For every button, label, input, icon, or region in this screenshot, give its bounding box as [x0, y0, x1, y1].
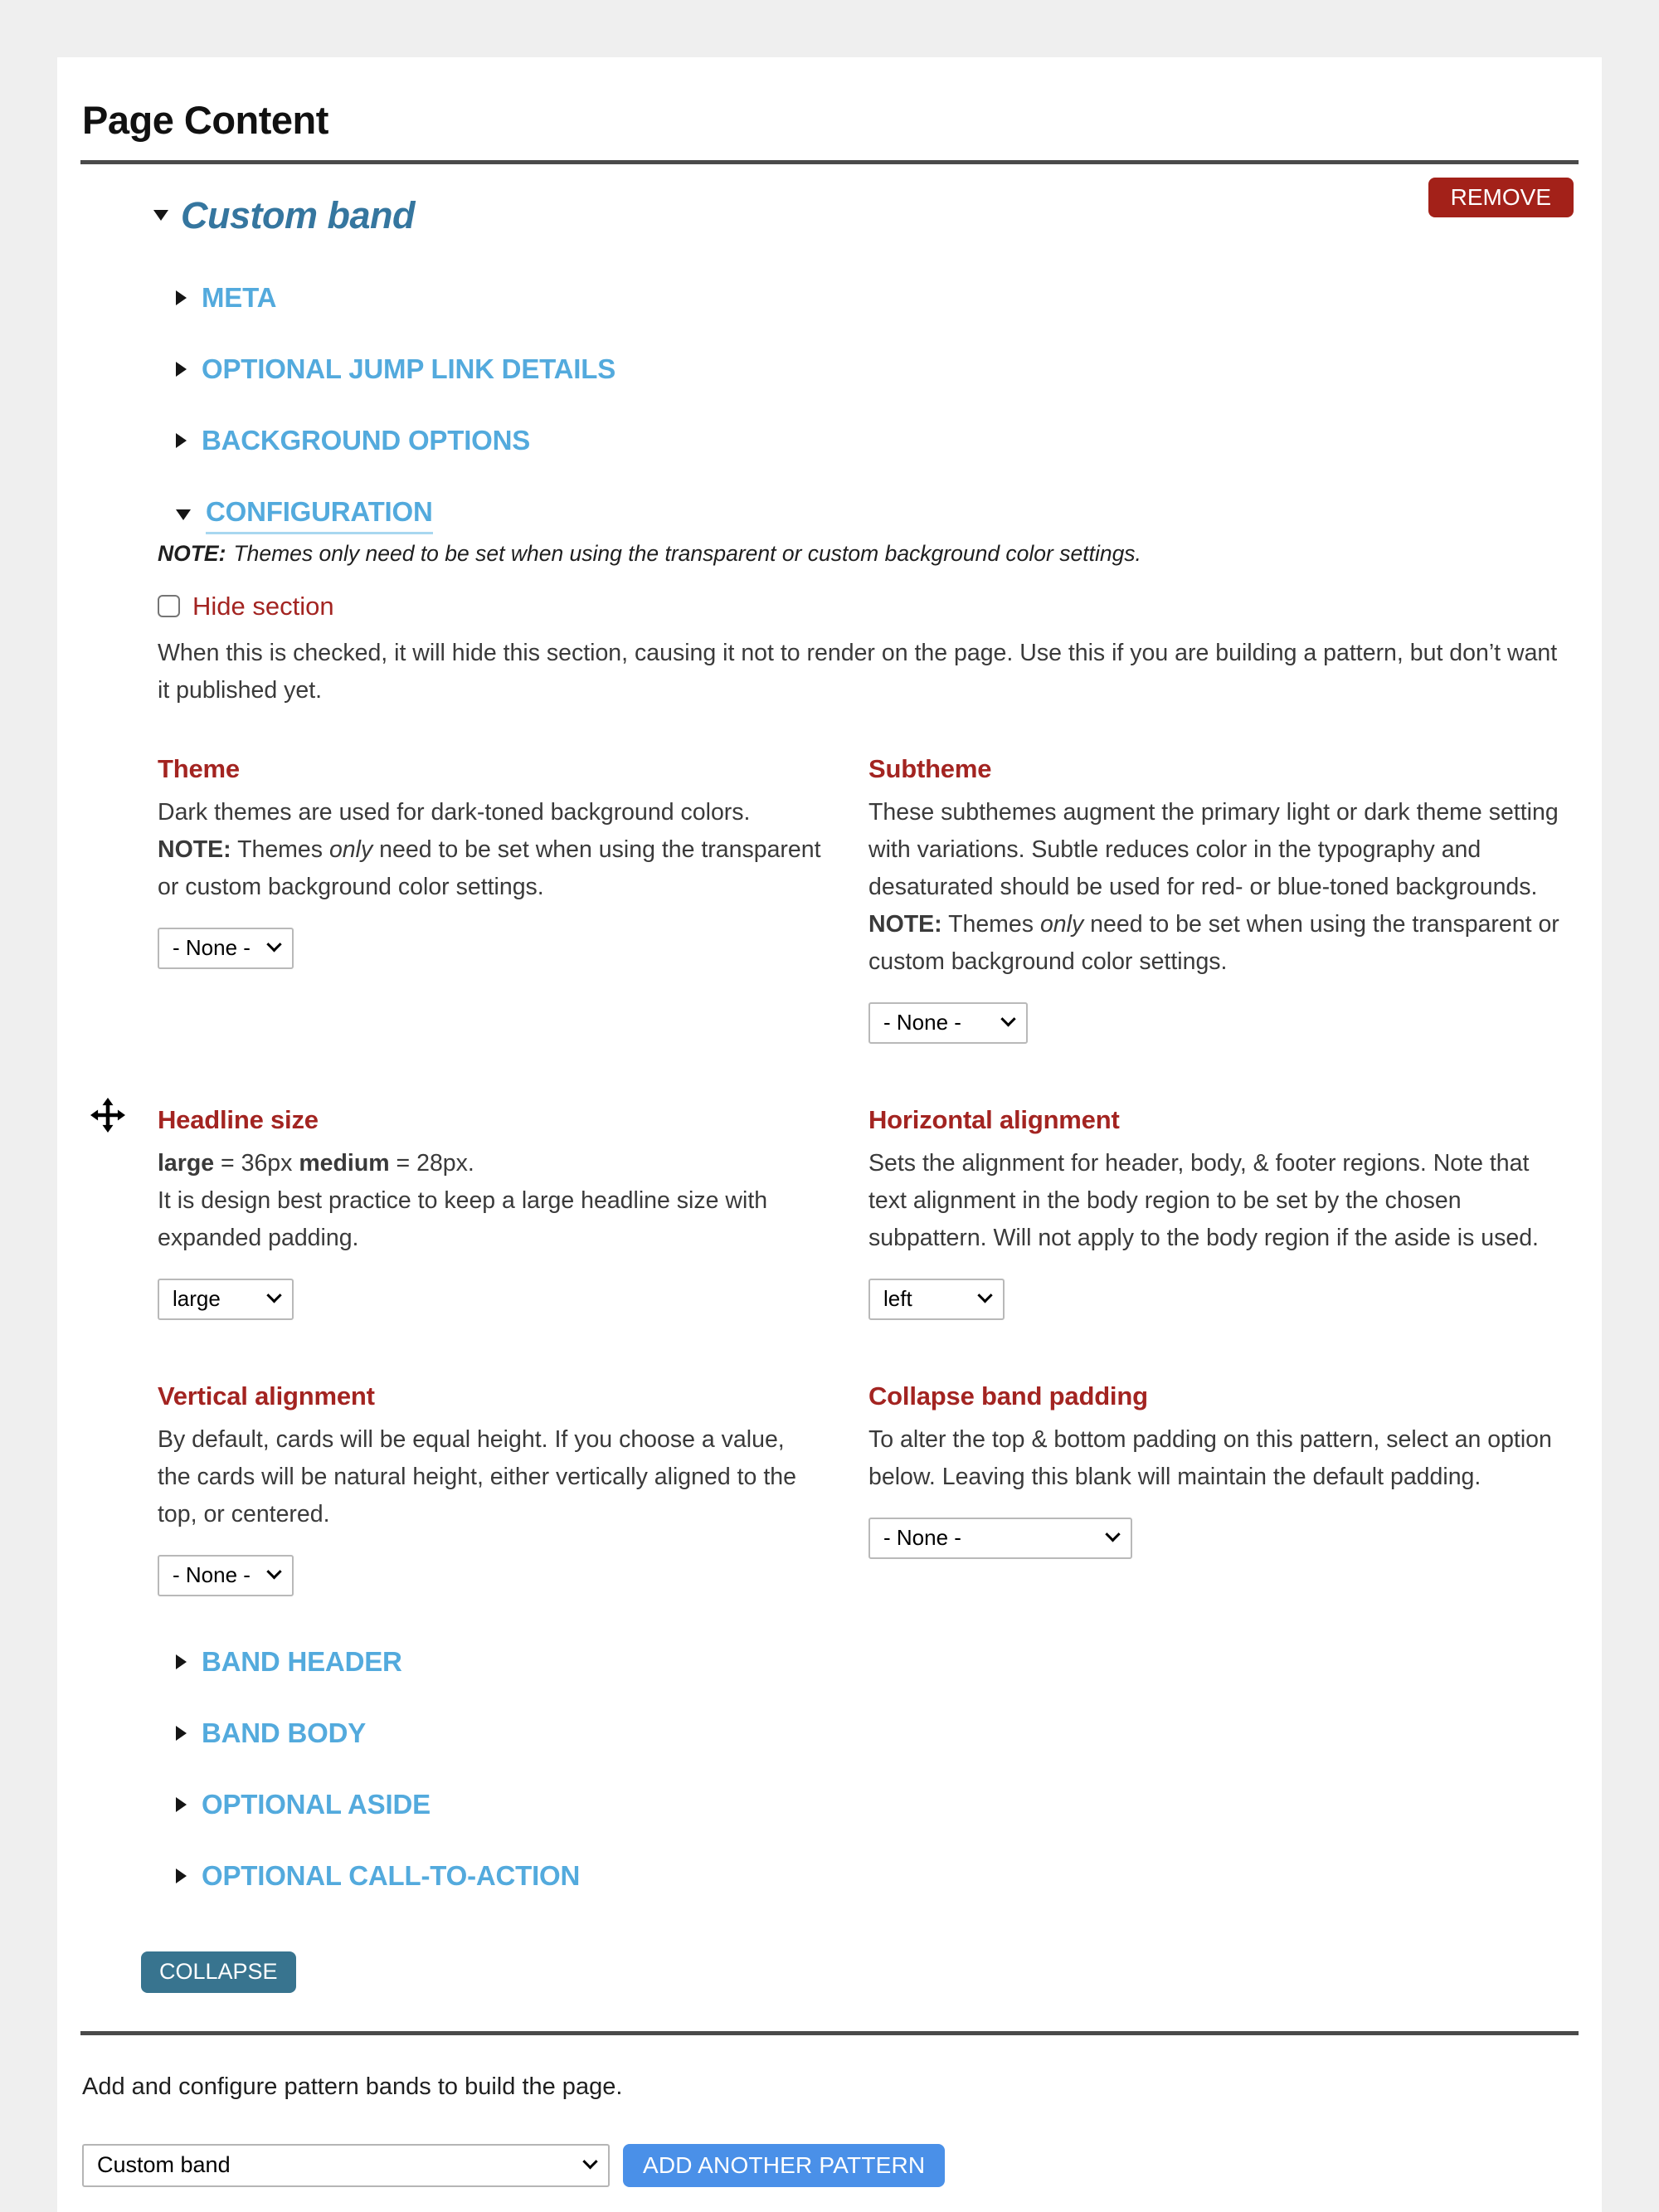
field-label: Headline size: [158, 1104, 319, 1134]
theme-field: [158, 754, 868, 969]
configuration-fields-grid: [158, 754, 1579, 1596]
field-label: Collapse band padding: [868, 1381, 1148, 1411]
section-link-label[interactable]: BAND HEADER: [202, 1645, 402, 1677]
section-link-band-body[interactable]: [176, 1717, 366, 1749]
configuration-note: [158, 541, 1579, 567]
collapse-band-padding-field: [868, 1381, 1579, 1559]
configuration-body: [158, 541, 1579, 1596]
field-description: large = 36px medium = 28px. It is design best practice to keep a large headline size with expanded padding.: [158, 1149, 768, 1251]
field-label: Horizontal alignment: [868, 1104, 1120, 1134]
vertical-alignment-select[interactable]: [158, 1555, 294, 1596]
section-link-label[interactable]: OPTIONAL ASIDE: [202, 1788, 431, 1820]
select-value: - None -: [173, 1562, 251, 1588]
headline-size-select[interactable]: [158, 1279, 294, 1320]
band-top-sections: [158, 282, 1579, 456]
band-title-link[interactable]: Custom band: [181, 193, 415, 236]
theme-select[interactable]: [158, 928, 294, 969]
caret-down-icon: [176, 509, 191, 520]
select-value: - None -: [883, 1010, 961, 1035]
select-value: left: [883, 1286, 912, 1312]
field-label: Subtheme: [868, 753, 992, 783]
field-label: Vertical alignment: [158, 1381, 375, 1411]
select-value: large: [173, 1286, 221, 1312]
custom-band-section: [80, 164, 1579, 1993]
field-description: By default, cards will be equal height. If you choose a value, the cards will be natural height, either vertically aligned to the top, or centered.: [158, 1425, 796, 1527]
caret-right-icon: [176, 1869, 187, 1883]
section-link-label[interactable]: BACKGROUND OPTIONS: [202, 424, 531, 456]
caret-right-icon: [176, 290, 187, 305]
section-link-background-options[interactable]: [176, 425, 530, 456]
note-text: Themes only need to be set when using the transparent or custom background color settings.: [233, 540, 1141, 566]
section-link-label[interactable]: BAND BODY: [202, 1717, 367, 1748]
field-description: Dark themes are used for dark-toned background colors. NOTE: Themes only need to be set when using the transparent or custom background color settings.: [158, 798, 821, 900]
add-another-pattern-button[interactable]: ADD ANOTHER PATTERN: [623, 2144, 945, 2187]
chevron-down-icon: [266, 1288, 281, 1303]
caret-right-icon: [176, 1726, 187, 1741]
section-link-meta[interactable]: [176, 282, 276, 314]
caret-right-icon: [176, 1797, 187, 1812]
chevron-down-icon: [977, 1288, 992, 1303]
drag-handle-move-icon[interactable]: [90, 1098, 125, 1133]
remove-button[interactable]: REMOVE: [1428, 178, 1574, 217]
section-link-band-header[interactable]: [176, 1646, 402, 1678]
caret-right-icon: [176, 1654, 187, 1669]
section-link-configuration[interactable]: [176, 496, 433, 534]
section-link-label[interactable]: META: [202, 281, 277, 313]
hide-section-row[interactable]: [158, 592, 334, 621]
add-pattern-row: [82, 2144, 1579, 2187]
field-description: To alter the top & bottom padding on this pattern, select an option below. Leaving this blank will maintain the default padding.: [868, 1425, 1552, 1490]
collapse-band-padding-select[interactable]: [868, 1518, 1132, 1559]
horizontal-alignment-field: [868, 1105, 1579, 1320]
field-label: Theme: [158, 753, 240, 783]
subtheme-field: [868, 754, 1579, 1044]
section-link-label[interactable]: OPTIONAL JUMP LINK DETAILS: [202, 353, 616, 384]
chevron-down-icon: [266, 937, 281, 952]
subtheme-select[interactable]: [868, 1002, 1028, 1044]
hide-section-label[interactable]: Hide section: [192, 591, 334, 621]
configuration-section: [158, 496, 1579, 534]
chevron-down-icon: [582, 2154, 597, 2169]
caret-down-icon[interactable]: [153, 210, 168, 221]
select-value: - None -: [883, 1525, 961, 1551]
vertical-alignment-field: [158, 1381, 868, 1596]
chevron-down-icon: [266, 1564, 281, 1579]
chevron-down-icon: [1105, 1527, 1120, 1542]
field-description: These subthemes augment the primary light or dark theme setting with variations. Subtle reduces color in the typography and desaturated should be used for red- or blue-toned backgrounds. NOTE: Themes only need to be set when using the transparent or custom background color settings.: [868, 798, 1559, 975]
hide-section-checkbox[interactable]: [158, 595, 180, 617]
headline-size-field: [158, 1105, 868, 1320]
collapse-button[interactable]: COLLAPSE: [141, 1951, 296, 1993]
band-bottom-sections: [158, 1646, 1579, 1892]
footer-divider: [80, 2031, 1579, 2035]
pattern-type-select[interactable]: [82, 2144, 610, 2187]
section-link-optional-call-to-action[interactable]: [176, 1860, 580, 1892]
chevron-down-icon: [1000, 1011, 1015, 1026]
caret-right-icon: [176, 433, 187, 448]
select-value: Custom band: [97, 2152, 231, 2178]
horizontal-alignment-select[interactable]: [868, 1279, 1005, 1320]
section-link-label[interactable]: OPTIONAL CALL-TO-ACTION: [202, 1859, 581, 1891]
page-title: Page Content: [82, 98, 328, 142]
section-link-optional-jump-link-details[interactable]: [176, 353, 615, 385]
footer-instruction: Add and configure pattern bands to build the page.: [82, 2073, 623, 2100]
select-value: - None -: [173, 935, 251, 961]
section-link-label[interactable]: CONFIGURATION: [206, 496, 433, 534]
caret-right-icon: [176, 362, 187, 377]
section-link-optional-aside[interactable]: [176, 1789, 431, 1820]
band-header[interactable]: [153, 194, 1579, 237]
hide-section-description: When this is checked, it will hide this section, causing it not to render on the page. Use this if you are building a pattern, but don’t want it published yet.: [158, 639, 1558, 704]
note-prefix: NOTE:: [158, 540, 226, 566]
field-description: Sets the alignment for header, body, & footer regions. Note that text alignment in the body region to be set by the chosen subpattern. Will not apply to the body region if the aside is used.: [868, 1149, 1539, 1251]
page-content-card: [57, 57, 1602, 2212]
